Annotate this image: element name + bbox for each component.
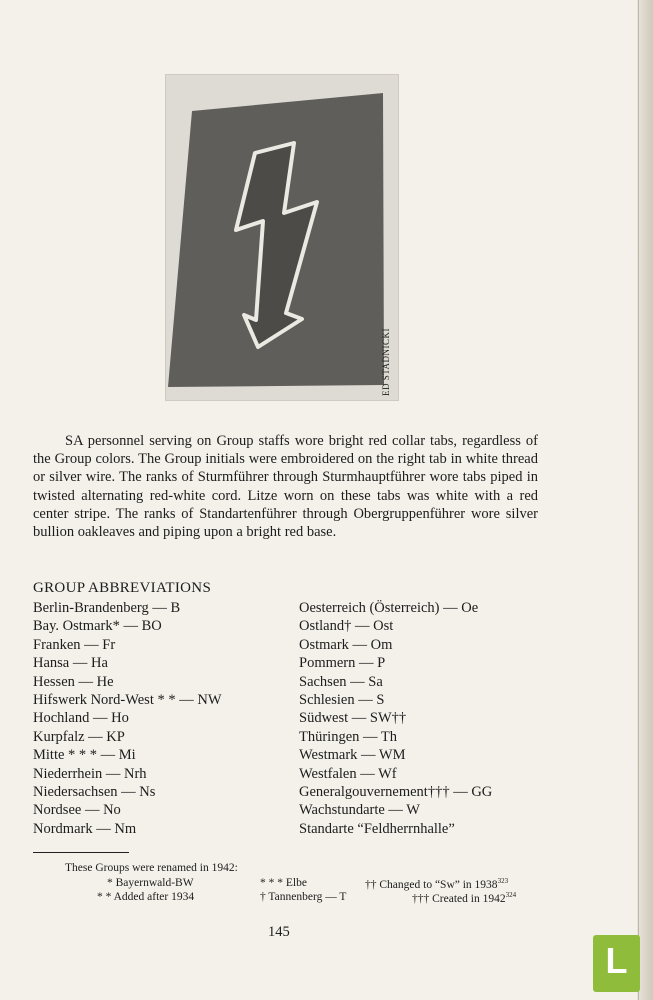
list-item: Sachsen — Sa (299, 673, 383, 690)
watermark-logo (593, 935, 640, 992)
footnote-bayernwald: * Bayernwald-BW (107, 877, 194, 889)
footnote-added: * * Added after 1934 (97, 891, 195, 903)
footnote-tannenberg: † Tannenberg — T (260, 891, 347, 903)
list-item: Niederrhein — Nrh (33, 765, 147, 782)
footnote-divider (33, 852, 129, 853)
list-item: Thüringen — Th (299, 728, 397, 745)
footnote-created-text: ††† Created in 1942 (412, 892, 506, 905)
list-item: Mitte * * * — Mi (33, 747, 136, 764)
page-edge-line (638, 0, 639, 1000)
photo-credit: ED STADNICKI (381, 327, 391, 396)
list-item: Westmark — WM (299, 747, 406, 764)
footnote-sw (365, 877, 508, 891)
list-item: Niedersachsen — Ns (33, 784, 156, 801)
list-item: Ostland† — Ost (299, 618, 394, 635)
list-item: Standarte “Feldherrnhalle” (299, 820, 455, 837)
list-item: Nordsee — No (33, 802, 121, 819)
list-item: Südwest — SW†† (299, 710, 407, 727)
list-item: Kurpfalz — KP (33, 728, 125, 745)
list-item: Generalgouvernement††† — GG (299, 784, 493, 801)
collar-tab-illustration (166, 75, 398, 400)
body-paragraph: SA personnel serving on Group staffs wore bright red collar tabs, regardless of the Group colors. The Group initials were embroidered on the right tab in white thread or silver wire. The ranks of Sturmführer through Sturmhauptführer wore tabs piped in twisted alternating red-white cord. Litze worn on these tabs was white with a red center stripe. The ranks of Standartenführer through Obergruppenführer wore silver bullion oakleaves and piping upon a bright red base. (33, 433, 538, 541)
footnote-elbe: * * * Elbe (260, 877, 307, 889)
collar-tab-photo (165, 74, 399, 401)
logo-letter: L (605, 940, 628, 981)
footnote-intro: These Groups were renamed in 1942: (65, 862, 238, 874)
list-item: Hifswerk Nord-West * * — NW (33, 692, 222, 709)
list-item: Franken — Fr (33, 636, 116, 653)
footnote-created (412, 891, 516, 905)
page-number: 145 (268, 924, 290, 940)
abbreviation-list-left (33, 599, 222, 838)
abbreviation-list-right (299, 599, 492, 838)
list-item: Pommern — P (299, 655, 386, 672)
list-item: Hansa — Ha (33, 655, 108, 672)
list-item: Ostmark — Om (299, 636, 393, 653)
list-item: Hochland — Ho (33, 710, 129, 727)
footnote-sw-text: †† Changed to “Sw” in 1938 (365, 878, 498, 891)
page-edge (637, 0, 653, 1000)
list-item: Berlin-Brandenberg — B (33, 600, 181, 616)
list-item: Hessen — He (33, 673, 114, 690)
footnote-created-ref: 324 (505, 891, 517, 899)
list-item: Westfalen — Wf (299, 765, 397, 782)
list-item: Nordmark — Nm (33, 820, 137, 837)
list-item: Wachstundarte — W (299, 802, 420, 819)
list-item: Bay. Ostmark* — BO (33, 618, 162, 635)
footnote-sw-ref: 323 (497, 877, 509, 885)
list-item: Oesterreich (Österreich) — Oe (299, 600, 479, 616)
section-heading: GROUP ABBREVIATIONS (33, 580, 212, 596)
list-item: Schlesien — S (299, 692, 385, 709)
